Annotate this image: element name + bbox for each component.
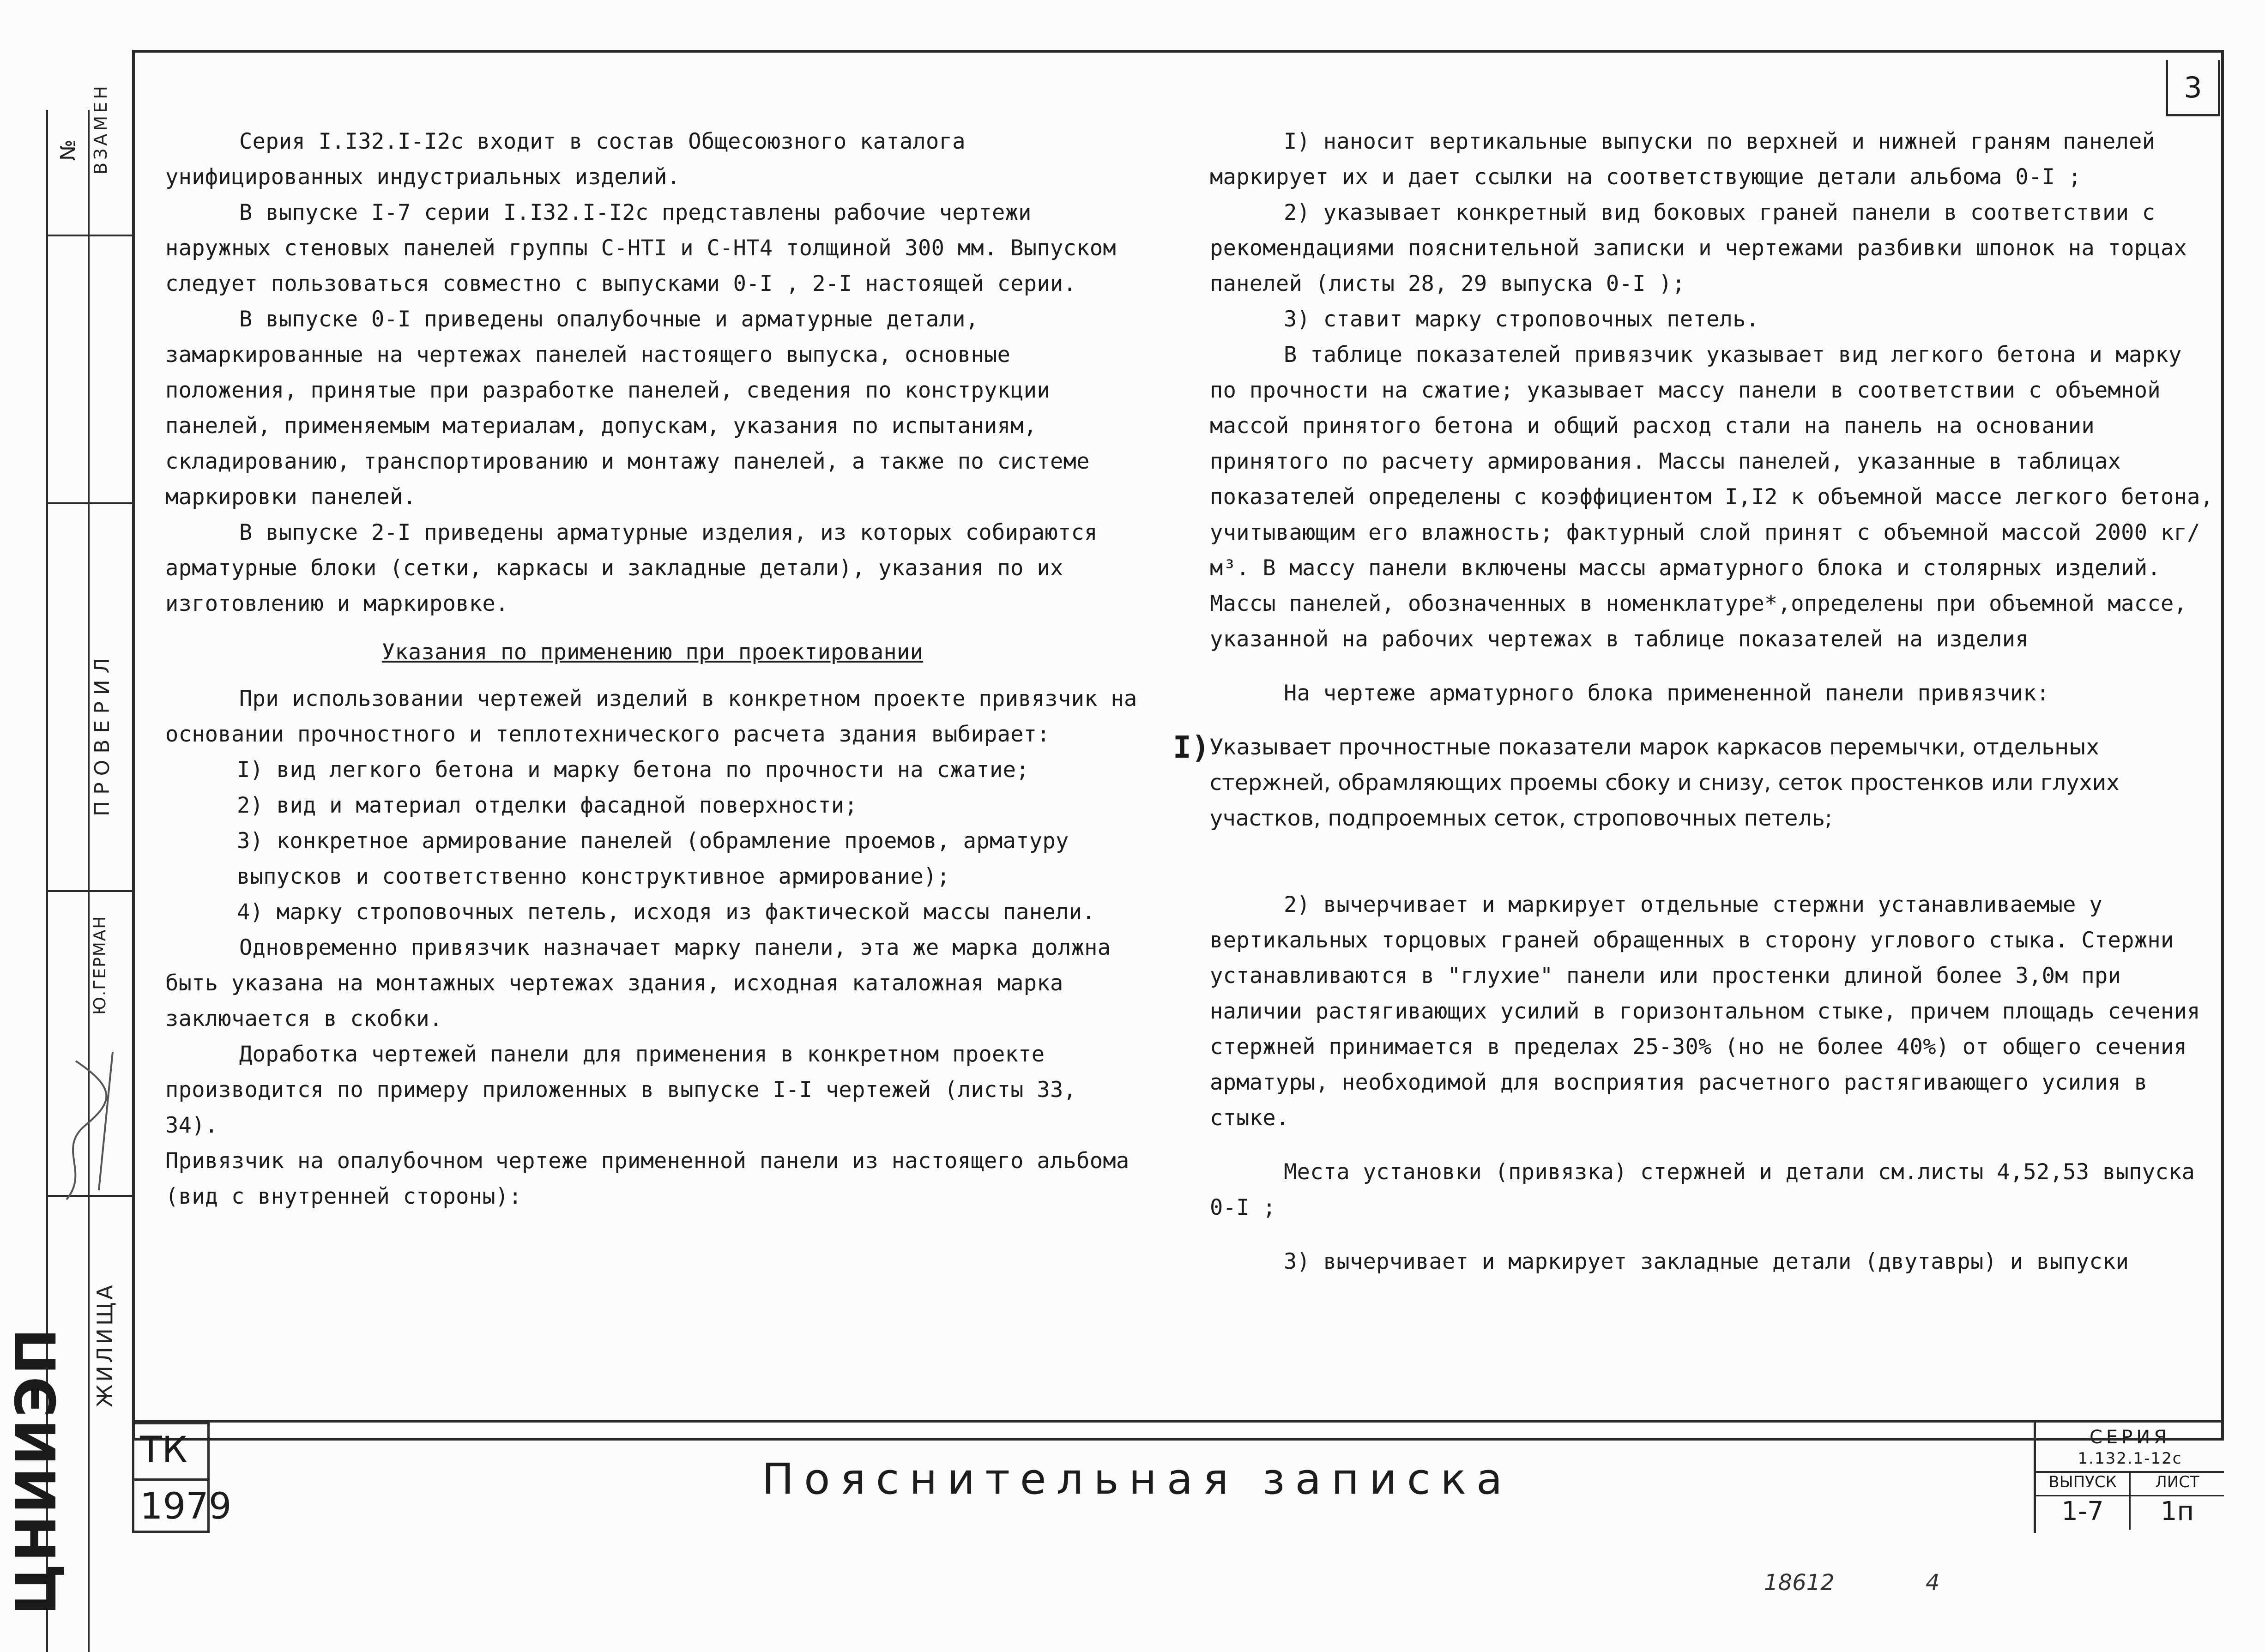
label-row bbox=[2036, 1473, 2224, 1496]
signature-scribble bbox=[48, 1033, 131, 1209]
list-item: 4) марку строповочных петель, исходя из фактической массы панели. bbox=[237, 899, 1095, 925]
paragraph: При использовании чертежей изделий в конкретном проекте привязчик на основании прочностного и теплотехнического расчета здания выбирает: bbox=[165, 686, 1137, 747]
stamp-line bbox=[46, 890, 132, 892]
series-value: 1.132.1-12с bbox=[2078, 1449, 2182, 1468]
section-heading: Указания по применению при проектировании bbox=[381, 639, 924, 665]
stamp-line bbox=[46, 502, 132, 504]
vypusk-label: ВЫПУСК bbox=[2048, 1473, 2117, 1491]
year-label: 1979 bbox=[140, 1486, 232, 1527]
paragraph: В выпуске 2-I приведены арматурные изделия, из которых собираются арматурные блоки (сетки, каркасы и закладные детали), указания по их изготовлению и маркировке. bbox=[165, 520, 1098, 616]
list-value: 1п bbox=[2129, 1496, 2224, 1530]
paragraph: 3) ставит марку строповочных петель. bbox=[1284, 307, 1759, 332]
list-item: 2) вид и материал отделки фасадной поверхности; bbox=[237, 793, 858, 818]
stamp-line bbox=[46, 235, 132, 236]
paragraph: Привязчик на опалубочном чертеже примененной панели из настоящего альбома (вид с внутренней стороны): bbox=[165, 1148, 1129, 1209]
title-block-divider bbox=[132, 1420, 2224, 1423]
title-block-left bbox=[132, 1422, 232, 1533]
paragraph: Серия I.I32.I-I2с входит в состав Общесоюзного каталога унифицированных индустриальных изделий. bbox=[165, 129, 966, 190]
list-item: 3) конкретное армирование панелей (обрамление проемов, арматуру выпусков и соответственно конструктивное армирование); bbox=[237, 828, 1069, 889]
series-cell bbox=[2036, 1422, 2224, 1473]
proveril-label: ПРОВЕРИЛ bbox=[91, 651, 114, 816]
paragraph bbox=[1173, 730, 2219, 836]
right-column bbox=[1173, 124, 2219, 1279]
org-logo-sub: ЖИЛИЩА bbox=[92, 1282, 117, 1407]
order-number: 18612 bbox=[1764, 1570, 1835, 1596]
org-logo-main: ЦНИИЭП bbox=[5, 1326, 69, 1615]
left-column bbox=[165, 124, 1140, 1214]
tk-label: ТК bbox=[134, 1424, 207, 1481]
value-row bbox=[2036, 1496, 2224, 1530]
handwritten-number: I) bbox=[1173, 730, 1210, 765]
paragraph: Доработка чертежей панели для применения в конкретном проекте производится по примеру приложенных в выпуске I-I чертежей (листы 33, 34). bbox=[165, 1042, 1077, 1138]
vzamen-label: ВЗАМЕН bbox=[91, 83, 111, 175]
paragraph: Одновременно привязчик назначает марку панели, эта же марка должна быть указана на монтажных чертежах здания, исходная каталожная марка заключается в скобки. bbox=[165, 935, 1111, 1031]
stamp-line bbox=[88, 110, 90, 1652]
checker-surname: Ю.ГЕРМАН bbox=[91, 915, 109, 1015]
number-label: № bbox=[56, 139, 80, 161]
paragraph: 3) вычерчивает и маркирует закладные детали (двутавры) и выпуски bbox=[1284, 1249, 2129, 1274]
list-label: ЛИСТ bbox=[2129, 1473, 2224, 1495]
paragraph: На чертеже арматурного блока примененной панели привязчик: bbox=[1284, 681, 2050, 706]
paragraph: В таблице показателей привязчик указывает вид легкого бетона и марку по прочности на сжатие; указывает массу панели в соответствии с объемной массой принятого бетона и общий расход стали на панель на основании принятого по расчету армирования. Массы панелей, указанные в таблицах показателей определены с коэффициентом I,I2 к объемной массе легкого бетона, учитывающим его влажность; фактурный слой принят с объемной массой 2000 кг/м³. В массу панели включены массы арматурного блока и столярных изделий. bbox=[1210, 342, 2214, 581]
paragraph: В выпуске I-7 серии I.I32.I-I2с представлены рабочие чертежи наружных стеновых панелей группы С-НТI и С-НТ4 толщиной 300 мм. Выпуском следует пользоваться совместно с выпусками 0-I , 2-I настоящей серии. bbox=[165, 200, 1116, 296]
paragraph: I) наносит вертикальные выпуски по верхней и нижней граням панелей маркирует их и дает ссылки на соответствующие детали альбома 0-I ; bbox=[1210, 129, 2156, 190]
paragraph: Места установки (привязка) стержней и детали см.листы 4,52,53 выпуска 0-I ; bbox=[1210, 1159, 2195, 1220]
list-item: I) вид легкого бетона и марку бетона по прочности на сжатие; bbox=[237, 757, 1029, 783]
paragraph: 2) вычерчивает и маркирует отдельные стержни устанавливаемые у вертикальных торцовых граней обращенных в сторону углового стыка. Стержни устанавливаются в "глухие" панели или простенки длиной более 3,0м при наличии растягивающих усилий в горизонтальном стыке, причем площадь сечения стержней принимается в пределах 25-30% (но не более 40%) от общего сечения арматуры, необходимой для восприятия расчетного растягивающего усилия в стыке. bbox=[1210, 892, 2200, 1131]
handwritten-text: Указывает прочностные показатели марок каркасов перемычки, отдельных стержней, обрамляющих проемы сбоку и снизу, сеток простенков или глухих участков, подпроемных сеток, строповочных петель; bbox=[1210, 735, 2120, 831]
page-number: 3 bbox=[2166, 60, 2220, 116]
vypusk-value: 1-7 bbox=[2061, 1496, 2104, 1526]
series-label: СЕРИЯ bbox=[2089, 1427, 2171, 1448]
title-block-right bbox=[2034, 1422, 2224, 1533]
side-stamp bbox=[0, 50, 132, 1615]
paragraph: 2) указывает конкретный вид боковых граней панели в соответствии с рекомендациями пояснительной записки и чертежами разбивки шпонок на торцах панелей (листы 28, 29 выпуска 0-I ); bbox=[1210, 200, 2187, 296]
footer-sheet-number: 4 bbox=[1926, 1570, 1940, 1596]
paragraph: В выпуске 0-I приведены опалубочные и арматурные детали, замаркированные на чертежах панелей настоящего выпуска, основные положения, принятые при разработке панелей, сведения по конструкции панелей, применяемым материалам, допускам, указания по испытаниям, складированию, транспортированию и монтажу панелей, а также по системе маркировки панелей. bbox=[165, 307, 1090, 510]
document-title: Пояснительная записка bbox=[762, 1454, 1513, 1504]
paragraph: Массы панелей, обозначенных в номенклатуре*,определены при объемной массе, указанной на рабочих чертежах в таблице показателей на изделия bbox=[1210, 591, 2187, 652]
